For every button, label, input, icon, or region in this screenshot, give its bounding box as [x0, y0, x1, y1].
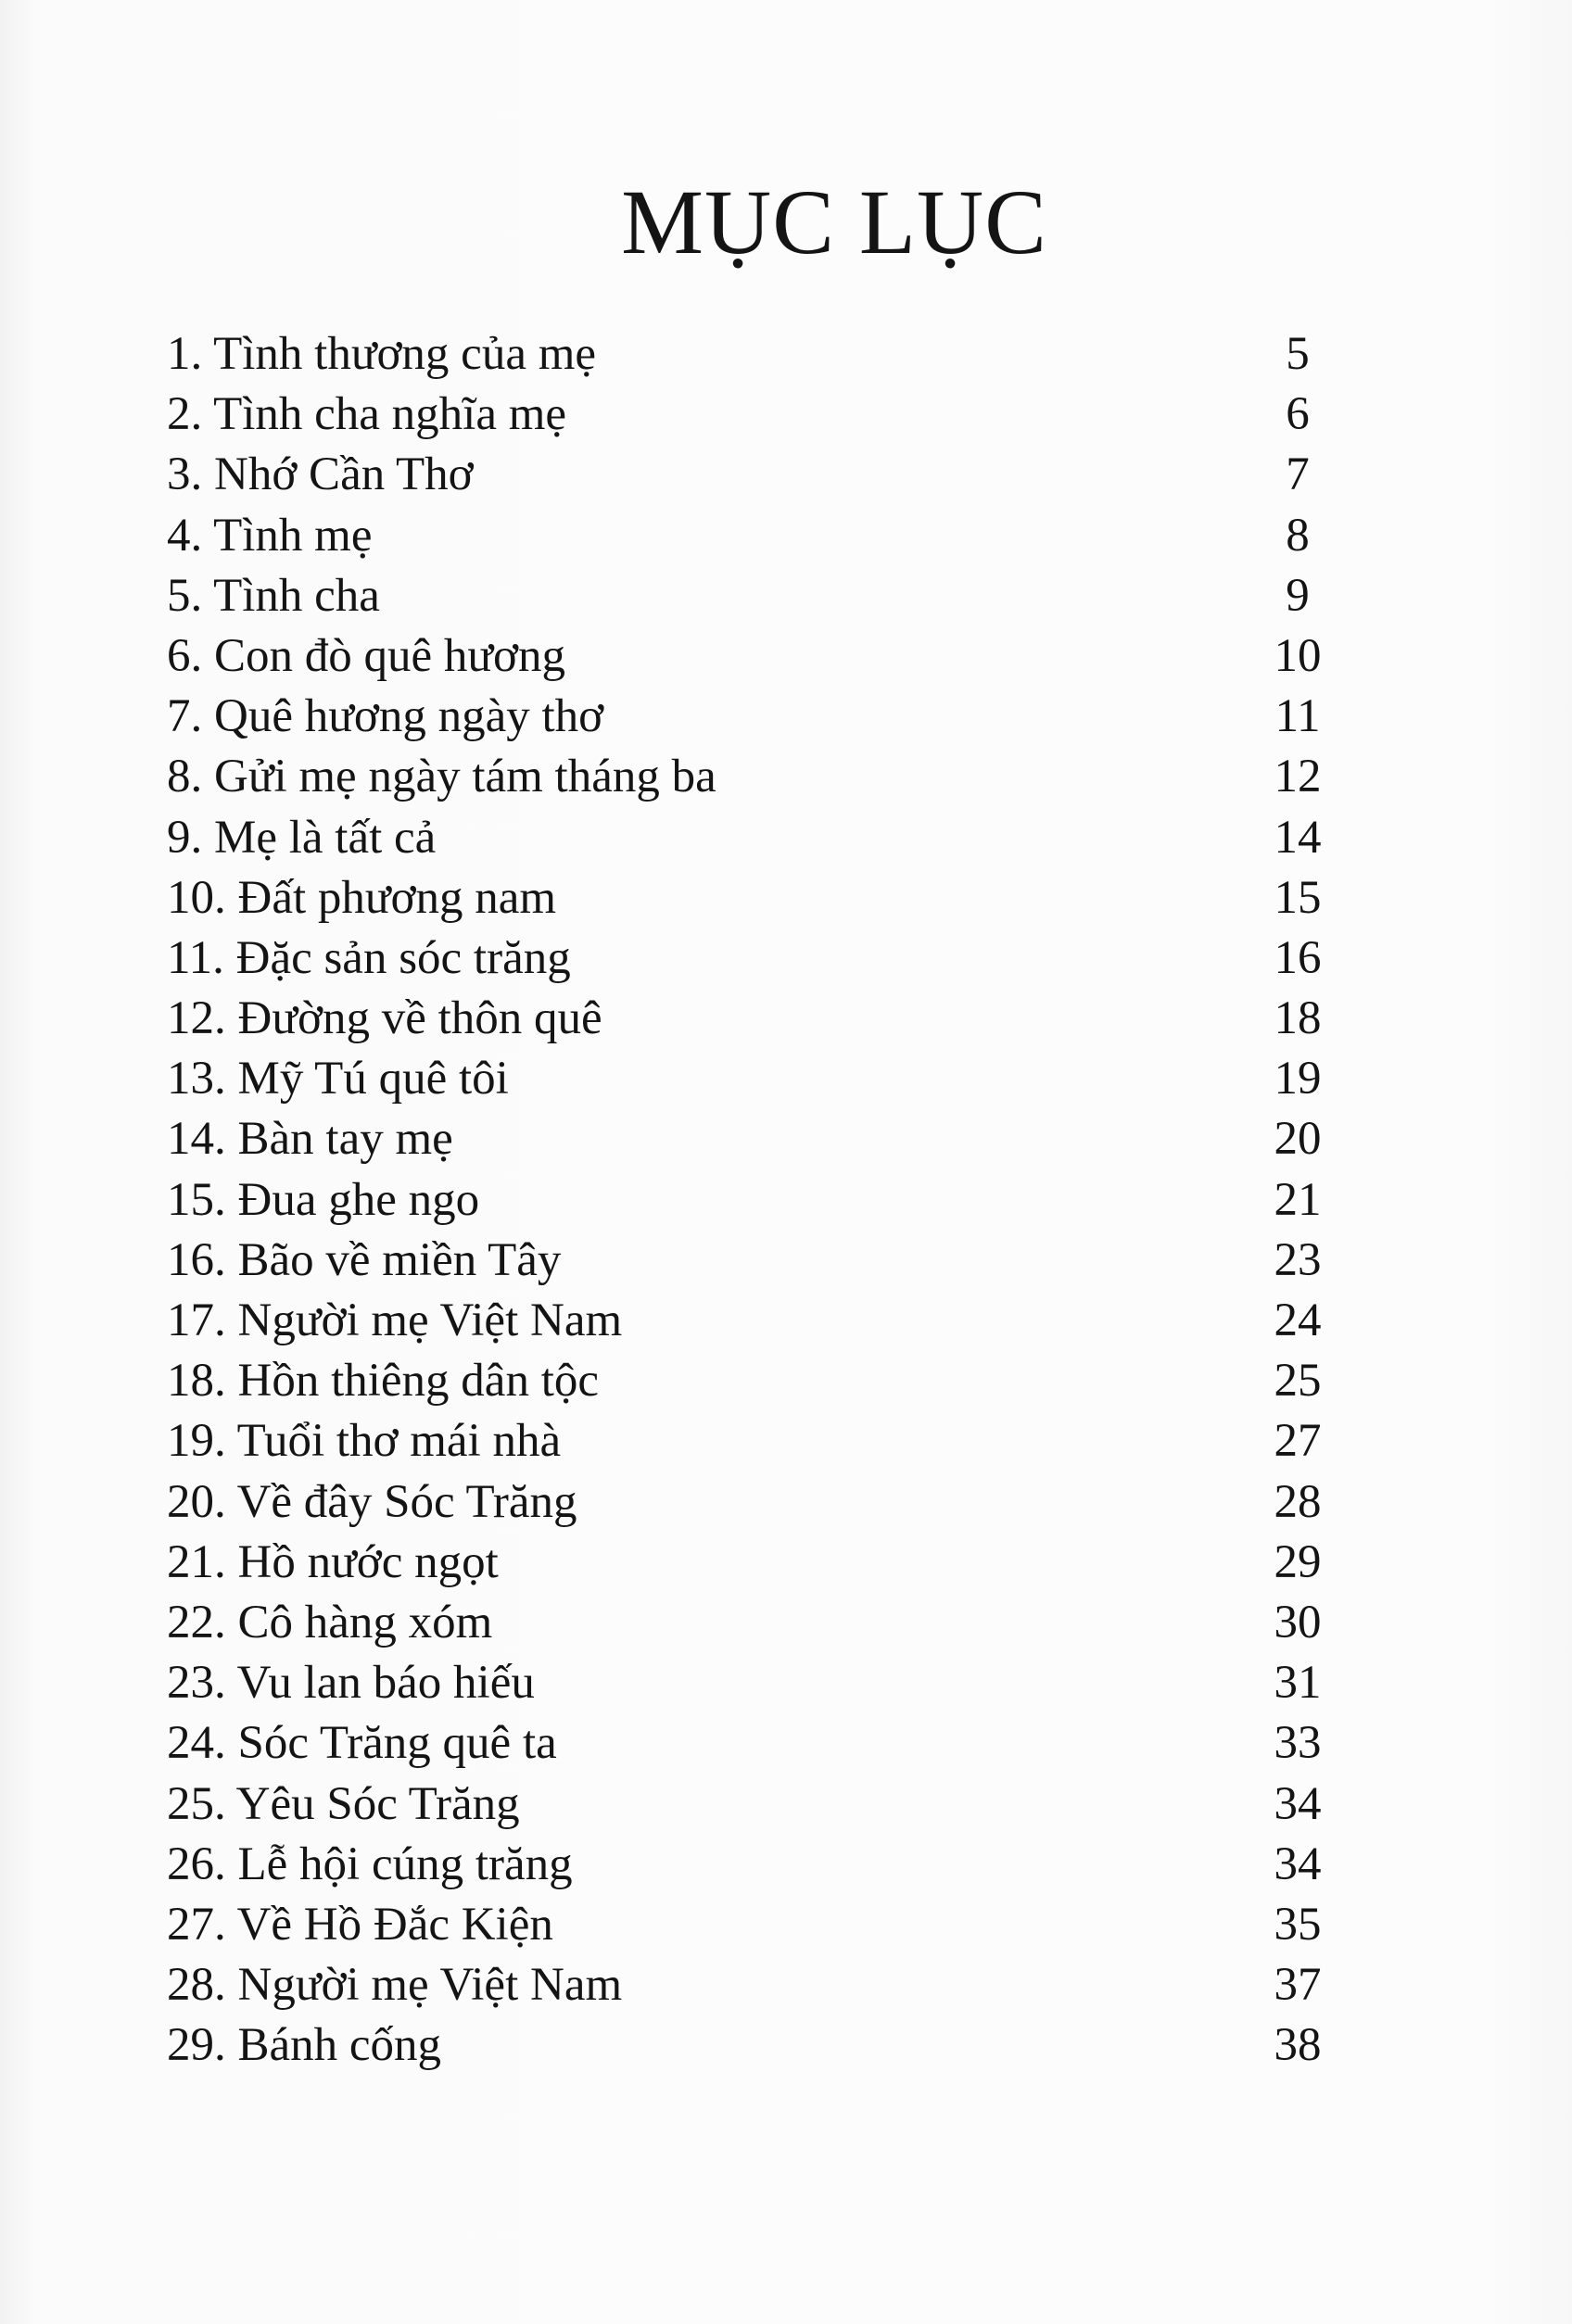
toc-entry: [167, 687, 1335, 747]
toc-entry-page-number: 35: [1274, 1898, 1322, 1951]
toc-entry-page-number: 9: [1286, 569, 1310, 622]
toc-entry: [167, 747, 1335, 807]
toc-entry-title: 1. Tình thương của mẹ: [167, 328, 597, 380]
toc-entry-page-number: 8: [1286, 509, 1310, 562]
toc-entry: [167, 506, 1335, 566]
toc-entry: [167, 324, 1335, 385]
toc-entry-title: 13. Mỹ Tú quê tôi: [167, 1053, 509, 1105]
toc-entry-title: 14. Bàn tay mẹ: [167, 1113, 453, 1166]
toc-entry-page-number: 12: [1274, 751, 1322, 803]
toc-entry-title: 7. Quê hương ngày thơ: [167, 690, 604, 743]
toc-entry: [167, 1775, 1335, 1835]
toc-entry: [167, 1411, 1335, 1471]
toc-entry: [167, 1351, 1335, 1411]
toc-entry: [167, 1533, 1335, 1593]
toc-entry-title: 23. Vu lan báo hiếu: [167, 1657, 535, 1710]
toc-entry-page-number: 38: [1274, 2019, 1322, 2072]
toc-entry: [167, 566, 1335, 626]
toc-entry-page-number: 25: [1274, 1355, 1322, 1408]
toc-entry-page-number: 30: [1274, 1596, 1322, 1648]
toc-entry: [167, 626, 1335, 687]
toc-entry-page-number: 11: [1274, 690, 1321, 743]
toc-entry-title: 2. Tình cha nghĩa mẹ: [167, 388, 567, 441]
toc-entry-title: 9. Mẹ là tất cả: [167, 811, 437, 864]
page-title: MỤC LỤC: [621, 171, 1047, 273]
toc-entry-title: 21. Hồ nước ngọt: [167, 1535, 499, 1588]
table-of-contents: [167, 324, 1335, 2076]
toc-entry: [167, 1472, 1335, 1533]
toc-entry-page-number: 34: [1274, 1838, 1322, 1890]
toc-entry: [167, 989, 1335, 1049]
toc-entry-page-number: 19: [1274, 1053, 1322, 1105]
toc-entry-page-number: 14: [1274, 811, 1322, 864]
toc-entry-page-number: 15: [1274, 871, 1322, 924]
toc-entry-title: 12. Đường về thôn quê: [167, 992, 602, 1045]
toc-entry-title: 18. Hồn thiêng dân tộc: [167, 1355, 599, 1408]
toc-entry-page-number: 23: [1274, 1233, 1322, 1286]
toc-entry: [167, 1291, 1335, 1351]
toc-entry: [167, 1653, 1335, 1713]
toc-entry: [167, 928, 1335, 989]
toc-entry-title: 11. Đặc sản sóc trăng: [167, 931, 571, 984]
toc-entry-title: 28. Người mẹ Việt Nam: [167, 1959, 623, 2012]
toc-entry-title: 17. Người mẹ Việt Nam: [167, 1295, 623, 1346]
toc-entry-title: 20. Về đây Sóc Trăng: [167, 1475, 577, 1528]
toc-entry: [167, 1835, 1335, 1895]
toc-entry: [167, 1895, 1335, 1955]
toc-entry: [167, 1049, 1335, 1109]
toc-entry: [167, 1593, 1335, 1653]
toc-entry-title: 6. Con đò quê hương: [167, 629, 566, 682]
toc-entry-title: 10. Đất phương nam: [167, 871, 557, 924]
toc-entry: [167, 445, 1335, 505]
toc-entry-page-number: 21: [1274, 1173, 1322, 1226]
toc-entry-title: 27. Về Hồ Đắc Kiện: [167, 1898, 553, 1951]
toc-entry-title: 19. Tuổi thơ mái nhà: [167, 1415, 562, 1468]
toc-entry-page-number: 37: [1274, 1959, 1322, 2012]
toc-entry-title: 15. Đua ghe ngo: [167, 1173, 480, 1226]
toc-entry-title: 3. Nhớ Cần Thơ: [167, 448, 474, 501]
toc-entry: [167, 385, 1335, 445]
toc-entry-page-number: 18: [1274, 992, 1322, 1045]
toc-entry-page-number: 5: [1286, 328, 1310, 380]
toc-entry: [167, 868, 1335, 928]
toc-entry-title: 26. Lễ hội cúng trăng: [167, 1838, 573, 1890]
toc-entry-title: 16. Bão về miền Tây: [167, 1233, 562, 1286]
toc-entry-page-number: 20: [1274, 1113, 1322, 1166]
toc-entry-page-number: 34: [1274, 1777, 1322, 1830]
toc-entry-page-number: 27: [1274, 1415, 1322, 1468]
toc-entry-page-number: 29: [1274, 1535, 1322, 1588]
toc-entry-page-number: 6: [1286, 388, 1310, 441]
toc-entry: [167, 1231, 1335, 1291]
toc-entry-title: 22. Cô hàng xóm: [167, 1596, 493, 1648]
toc-entry-page-number: 33: [1274, 1717, 1322, 1770]
toc-entry-page-number: 7: [1286, 448, 1310, 501]
toc-entry-page-number: 10: [1274, 629, 1322, 682]
toc-entry-title: 24. Sóc Trăng quê ta: [167, 1717, 557, 1770]
toc-entry-title: 29. Bánh cống: [167, 2019, 442, 2072]
toc-entry-title: 25. Yêu Sóc Trăng: [167, 1777, 520, 1830]
toc-entry: [167, 1109, 1335, 1169]
toc-entry-page-number: 31: [1274, 1657, 1322, 1710]
toc-entry: [167, 1170, 1335, 1231]
toc-entry-page-number: 28: [1274, 1475, 1322, 1528]
toc-entry: [167, 1713, 1335, 1774]
toc-entry-title: 8. Gửi mẹ ngày tám tháng ba: [167, 751, 716, 803]
toc-entry-page-number: 16: [1274, 931, 1322, 984]
toc-entry: [167, 1955, 1335, 2015]
toc-entry-title: 4. Tình mẹ: [167, 509, 373, 562]
toc-entry-page-number: 24: [1274, 1295, 1322, 1346]
toc-entry-title: 5. Tình cha: [167, 569, 380, 622]
toc-entry: [167, 808, 1335, 868]
toc-entry: [167, 2015, 1335, 2076]
